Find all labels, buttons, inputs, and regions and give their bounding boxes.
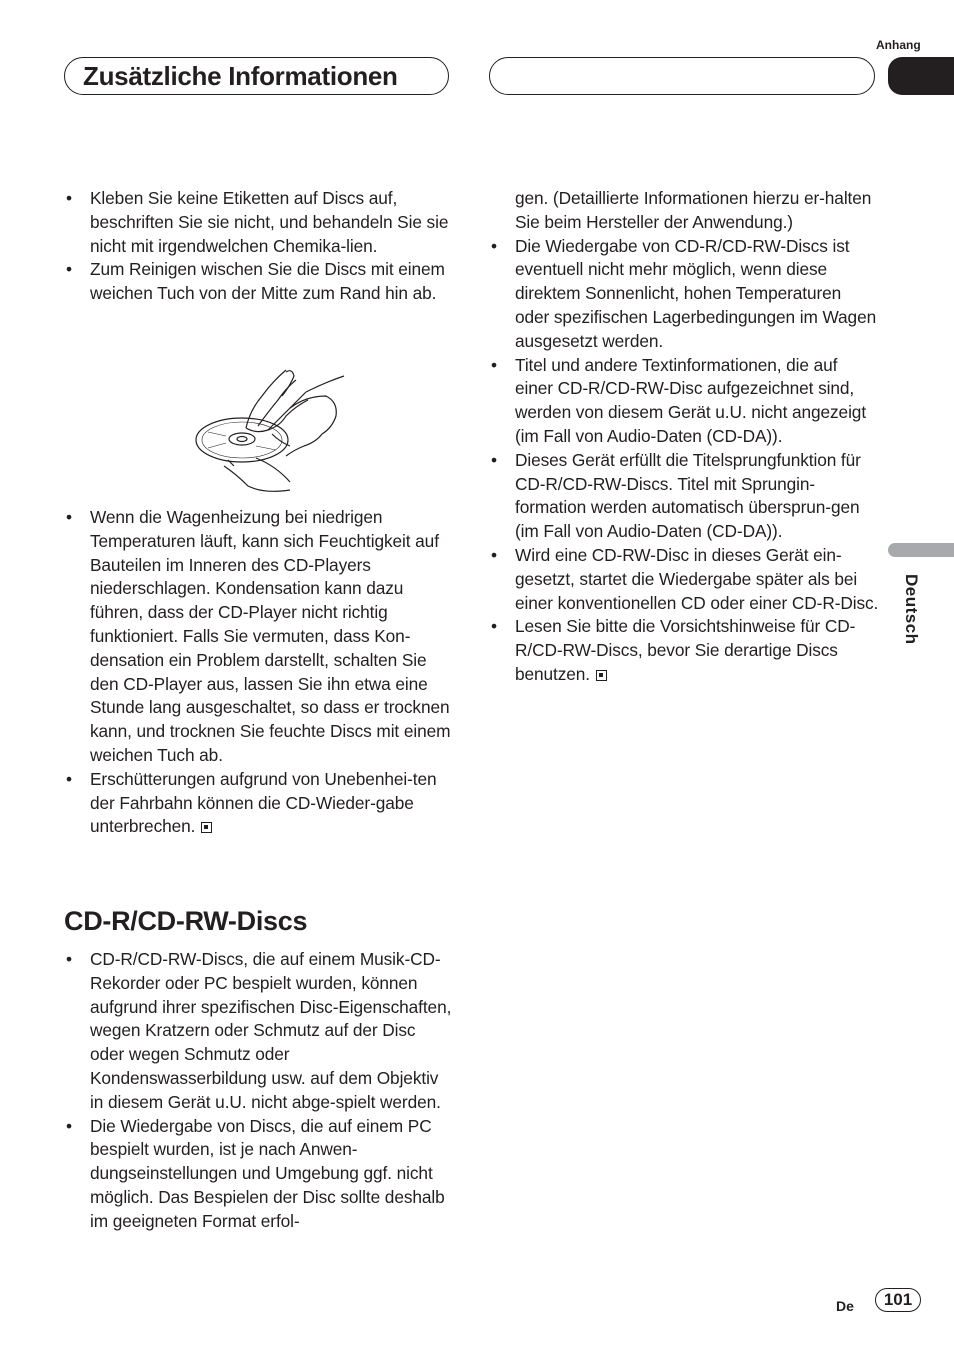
bullet-item [64,768,454,839]
continued-text: gen. (Detaillierte Informationen hierzu er-halten Sie beim Hersteller der Anwendung.) [515,188,872,232]
section-end-icon [201,822,212,833]
language-tab-marker [888,543,954,557]
right-column [489,187,879,687]
bullet-text: Lesen Sie bitte die Vorsichtshinweise für CD-R/CD-RW-Discs, bevor Sie derartige Discs benutzen. [515,616,856,684]
left-column-middle [64,506,454,839]
chapter-title-box [64,57,449,95]
bullet-item: • Dieses Gerät erfüllt die Titelsprungfunktion für CD-R/CD-RW-Discs. Titel mit Sprungin-formation werden automatisch übersprun-gen (im Fall von Audio-Daten (CD-DA)). [489,449,879,544]
bullet-item: • Wenn die Wagenheizung bei niedrigen Temperaturen läuft, kann sich Feuchtigkeit auf Bauteilen im Inneren des CD-Players niederschlagen. Kondensation kann dazu führen, dass der CD-Player nicht richtig funktioniert. Falls Sie vermuten, dass Kon-densation ein Problem darstellt, schalten Sie den CD-Player aus, lassen Sie ihn etwa eine Stunde lang ausgeschaltet, so dass er trocknen kann, und trocknen Sie feuchte Discs mit einem weichen Tuch ab. [64,506,454,768]
bullet-item: • Kleben Sie keine Etiketten auf Discs auf, beschriften Sie sie nicht, und behandeln Sie sie nicht mit irgendwelchen Chemika-lien. [64,187,454,258]
section-label: Anhang [876,38,921,52]
section-end-icon [596,670,607,681]
bullet-item: • Titel und andere Textinformationen, die auf einer CD-R/CD-RW-Disc aufgezeichnet sind, werden von diesem Gerät u.U. nicht angezeigt (im Fall von Audio-Daten (CD-DA)). [489,354,879,449]
footer-language-code: De [836,1298,854,1314]
disc-cleaning-illustration [186,362,356,494]
header-tab-marker [888,57,954,95]
section-heading: CD-R/CD-RW-Discs [64,906,308,936]
header-empty-box [489,57,875,95]
bullet-item: • Die Wiedergabe von CD-R/CD-RW-Discs ist eventuell nicht mehr möglich, wenn diese direktem Sonnenlicht, hohen Temperaturen oder spezifischen Lagerbedingungen im Wagen ausgesetzt werden. [489,235,879,354]
page-number: 101 [875,1288,921,1312]
left-column-top [64,187,454,306]
bullet-item [489,615,879,686]
bullet-item: • Zum Reinigen wischen Sie die Discs mit einem weichen Tuch von der Mitte zum Rand hin ab. [64,258,454,306]
language-tab-label: Deutsch [902,574,921,645]
bullet-item: • CD-R/CD-RW-Discs, die auf einem Musik-CD-Rekorder oder PC bespielt wurden, können aufgrund ihrer spezifischen Disc-Eigenschaften, wegen Kratzern oder Schmutz auf der Disc oder wegen Schmutz oder Kondenswasserbildung usw. auf dem Objektiv in diesem Gerät u.U. nicht abge-spielt werden. [64,948,454,1115]
page-title: Zusätzliche Informationen [83,61,398,91]
bullet-item: • Die Wiedergabe von Discs, die auf einem PC bespielt wurden, ist je nach Anwen-dungseinstellungen und Umgebung ggf. nicht möglich. Das Bespielen der Disc sollte deshalb im geeigneten Format erfol- [64,1115,454,1234]
bullet-text: Erschütterungen aufgrund von Unebenhei-ten der Fahrbahn können die CD-Wieder-gabe unterbrechen. [90,768,437,837]
bullet-item: • Wird eine CD-RW-Disc in dieses Gerät ein-gesetzt, startet die Wiedergabe später als bei einer konventionellen CD oder einer CD-R-Disc. [489,544,879,615]
left-column-bottom [64,948,454,1234]
